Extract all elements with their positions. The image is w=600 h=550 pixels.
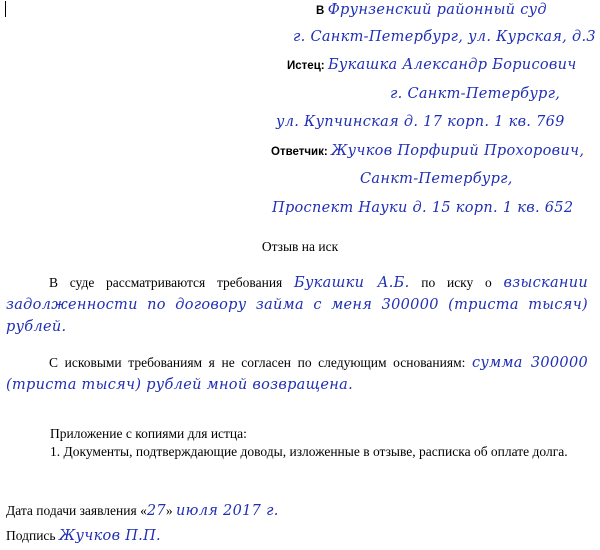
defendant-address: Проспект Науки д. 15 корп. 1 кв. 652	[272, 200, 574, 216]
p1-text-c: по иску о	[421, 275, 492, 290]
signature-value: Жучков П.П.	[58, 528, 161, 544]
p1-claim-subject: взыскании задолженности по договору займа с меня 300000 (триста тысяч) рублей.	[6, 275, 589, 335]
p1-text-a: В суде рассматриваются требования	[49, 275, 283, 290]
text-cursor	[5, 1, 6, 17]
date-day: 27	[146, 503, 166, 519]
court-address: г. Санкт-Петербург, ул. Курская, д.3	[293, 29, 596, 45]
defendant-city: Санкт-Петербург,	[360, 171, 513, 187]
court-name: Фрунзенский районный суд	[327, 2, 547, 18]
p2-text-a: С исковыми требованиям я не согласен по следующим основаниям:	[49, 355, 466, 370]
court-line	[316, 2, 547, 18]
plaintiff-city: г. Санкт-Петербург,	[390, 86, 561, 102]
signature-label: Подпись	[6, 528, 56, 543]
plaintiff-address: ул. Купчинская д. 17 корп. 1 кв. 769	[276, 114, 565, 130]
p1-plaintiff-ref: Букашки А.Б.	[294, 275, 410, 291]
plaintiff-line	[287, 57, 577, 73]
defendant-line	[271, 143, 584, 159]
paragraph-objection	[6, 352, 588, 396]
date-line	[6, 503, 279, 519]
document-title: Отзыв на иск	[261, 239, 339, 254]
p2-grounds: сумма 300000 (триста тысяч) рублей мной возвращена.	[6, 355, 588, 393]
appendix-item-1: 1. Документы, подтверждающие доводы, изложенные в отзыве, расписка об оплате долга.	[50, 444, 568, 459]
defendant-label: Ответчик:	[271, 146, 328, 158]
defendant-name: Жучков Порфирий Прохорович,	[331, 143, 585, 159]
signature-line	[6, 528, 161, 544]
court-prefix: В	[316, 5, 325, 17]
paragraph-claims	[6, 272, 588, 338]
plaintiff-name: Букашка Александр Борисович	[327, 57, 577, 73]
appendix-heading: Приложение с копиями для истца:	[50, 426, 247, 441]
date-label: Дата подачи заявления «	[6, 503, 147, 518]
plaintiff-label: Истец:	[287, 60, 325, 72]
date-value: июля 2017 г.	[176, 503, 279, 519]
date-close-quote: »	[165, 503, 173, 518]
